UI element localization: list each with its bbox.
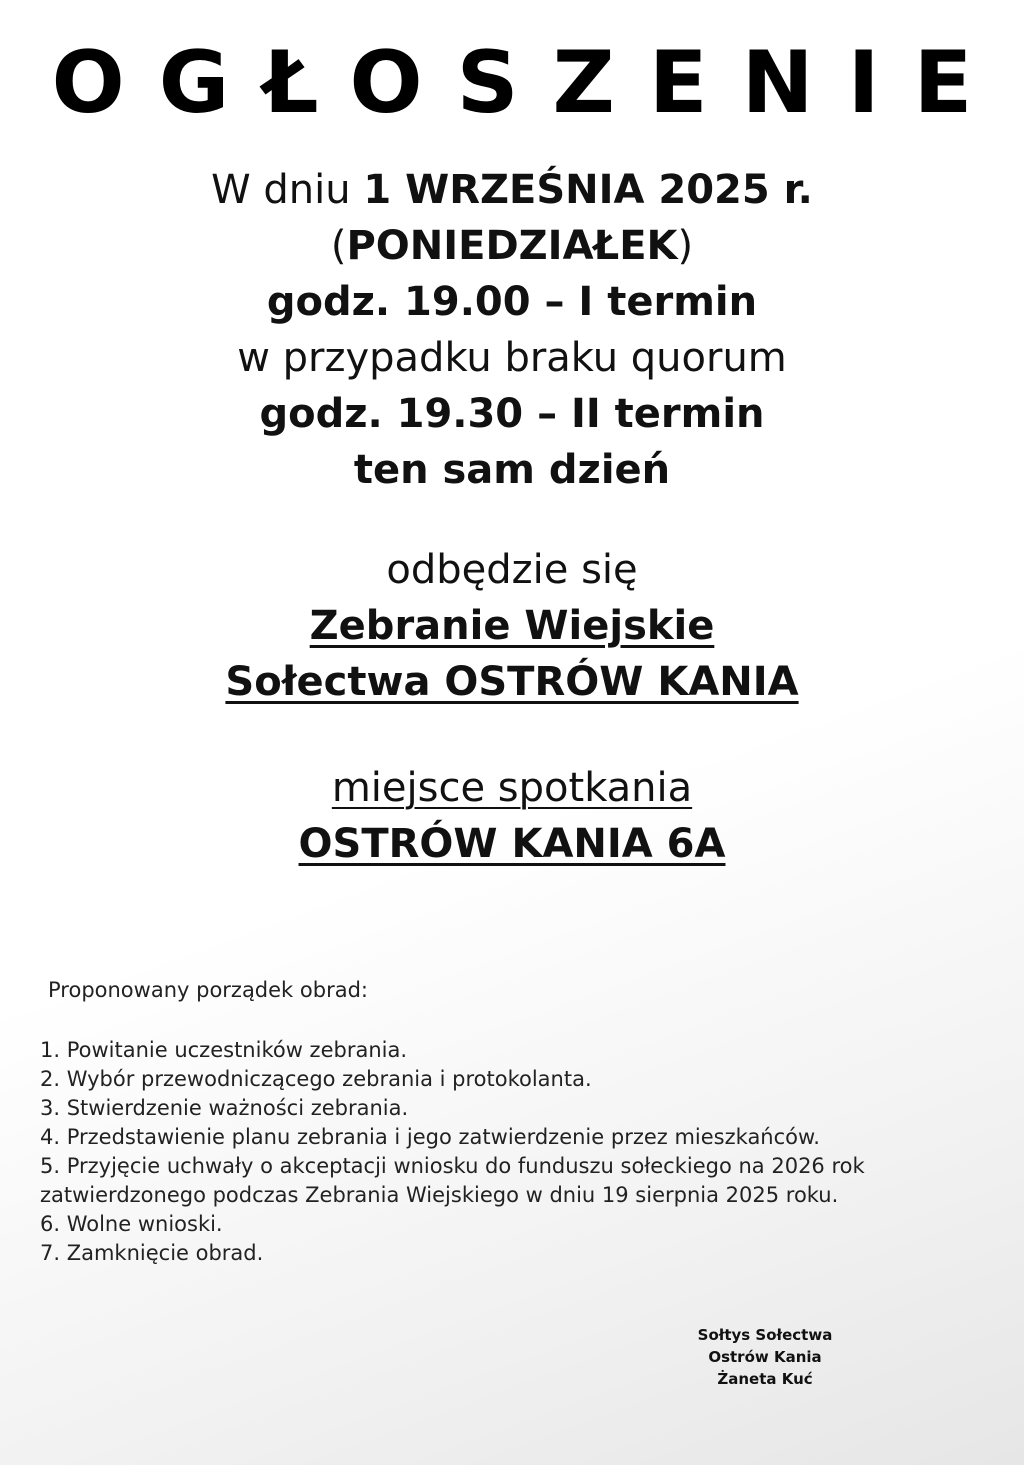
place-label-line <box>0 760 1024 816</box>
same-day-note: ten sam dzień <box>353 447 671 493</box>
place-block <box>0 760 1024 872</box>
signature-block <box>660 1324 870 1390</box>
signature-role: Sołtys Sołectwa <box>697 1326 833 1344</box>
event-name-1: Zebranie Wiejskie <box>309 603 715 649</box>
event-name-line-2 <box>0 654 1024 710</box>
agenda-item: 3. Stwierdzenie ważności zebrania. <box>40 1096 409 1120</box>
event-block <box>0 542 1024 710</box>
event-name-line-1 <box>0 598 1024 654</box>
date-prefix: W dniu <box>211 167 364 213</box>
agenda-item: 1. Powitanie uczestników zebrania. <box>40 1038 408 1062</box>
event-name-2: Sołectwa OSTRÓW KANIA <box>225 659 799 705</box>
agenda-intro: Proponowany porządek obrad: <box>48 978 368 1002</box>
agenda-item: 6. Wolne wnioski. <box>40 1212 223 1236</box>
place-label: miejsce spotkania <box>331 765 693 811</box>
agenda-item: 2. Wybór przewodniczącego zebrania i protokolanta. <box>40 1067 592 1091</box>
place-address-line <box>0 816 1024 872</box>
weekday-line <box>0 218 1024 274</box>
event-intro: odbędzie się <box>386 547 638 593</box>
meeting-date: 1 WRZEŚNIA 2025 r. <box>363 167 813 213</box>
first-term-time: godz. 19.00 – I termin <box>266 279 758 325</box>
place-address: OSTRÓW KANIA 6A <box>298 821 726 867</box>
weekday-close-paren: ) <box>677 223 694 269</box>
second-term-time: godz. 19.30 – II termin <box>259 391 765 437</box>
meeting-time-block <box>0 162 1024 498</box>
agenda-item: 7. Zamknięcie obrad. <box>40 1241 264 1265</box>
agenda-item: 5. Przyjęcie uchwały o akceptacji wniosku do funduszu sołeckiego na 2026 rok zatwierdzonego podczas Zebrania Wiejskiego w dniu 19 sierpnia 2025 roku. <box>40 1154 865 1207</box>
agenda-item: 4. Przedstawienie planu zebrania i jego zatwierdzenie przez mieszkańców. <box>40 1125 820 1149</box>
signature-person: Żaneta Kuć <box>717 1370 813 1388</box>
meeting-weekday: PONIEDZIAŁEK <box>346 223 678 269</box>
quorum-note: w przypadku braku quorum <box>237 335 787 381</box>
weekday-open-paren: ( <box>330 223 347 269</box>
announcement-title: OGŁOSZENIE <box>51 33 1007 133</box>
signature-locality: Ostrów Kania <box>708 1348 822 1366</box>
agenda-list <box>40 1036 980 1268</box>
date-line <box>0 162 1024 218</box>
